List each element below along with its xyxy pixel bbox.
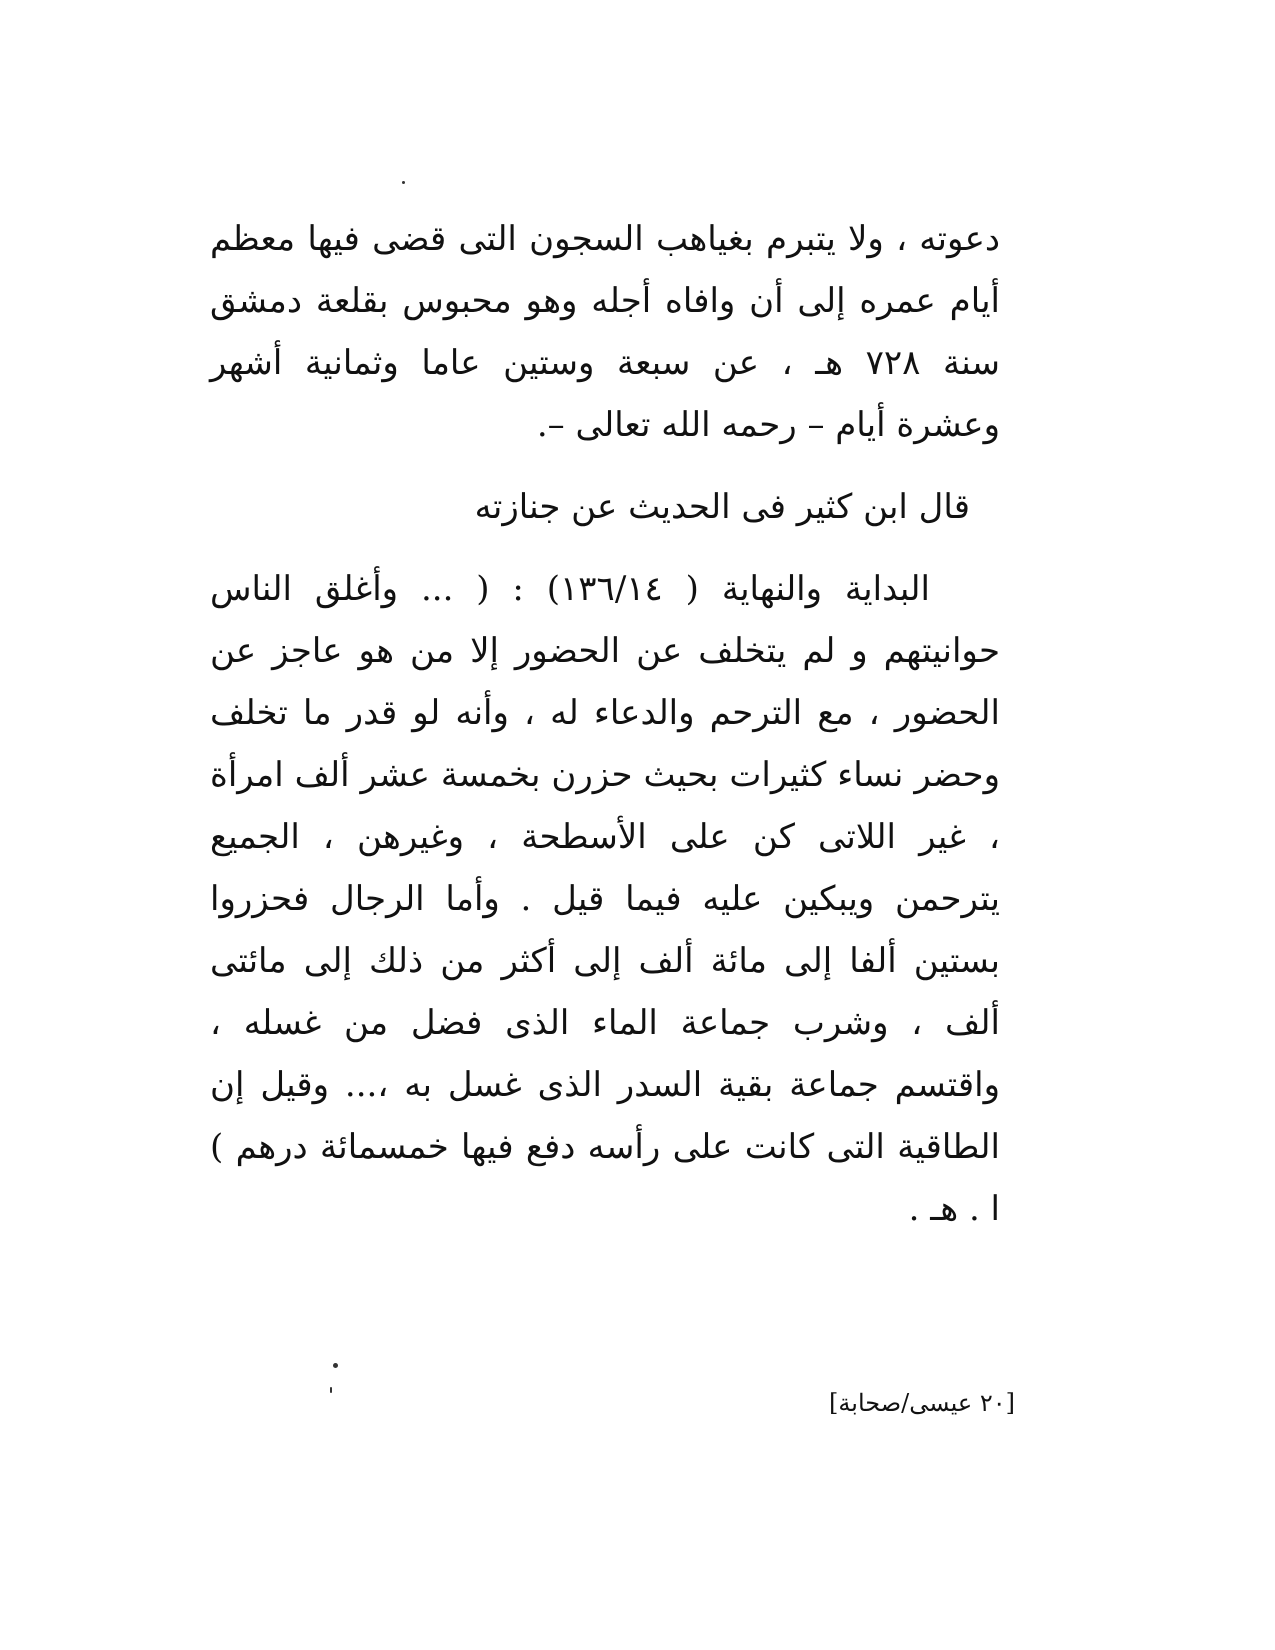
scan-speck: [333, 1363, 338, 1368]
paragraph-ibn-kathir-intro: قال ابن كثير فى الحديث عن جنازته: [474, 487, 970, 527]
scan-speck: [330, 1387, 332, 1393]
paragraph-biography-end: دعوته ، ولا يتبرم بغياهب السجون التى قضى فيها معظم أيام عمره إلى أن وافاه أجله وهو محبوس بقلعة دمشق سنة ٧٢٨ هـ ، عن سبعة وستين عاما وثمانية أشهر وعشرة أيام – رحمه الله تعالى –.: [210, 219, 1000, 445]
scan-speck: [402, 181, 405, 184]
funeral-quote-text: البداية والنهاية ( ١٣٦/١٤) : ( ... وأغلق الناس حوانيتهم و لم يتخلف عن الحضور إلا من هو عاجز عن الحضور ، مع الترحم والدعاء له ، وأنه لو قدر ما تخلف وحضر نساء كثيرات بحيث حزرن بخمسة عشر ألف امرأة ، غير اللاتى كن على الأسطحة ، وغيرهن ، الجميع يترحمن ويبكين عليه فيما قيل . وأما الرجال فحزروا بستين ألفا إلى مائة ألف إلى أكثر من ذلك إلى مائتى ألف ، وشرب جماعة الماء الذى فضل من غسله ، واقتسم جماعة بقية السدر الذى غسل به ،... وقيل إن الطاقية التى كانت على رأسه دفع فيها خمسمائة درهم ) ا . هـ .: [210, 569, 1000, 1229]
footer-reference-tag: [٢٠ عيسى/صحابة]: [829, 1389, 1015, 1417]
paragraph-funeral-quote: [210, 558, 1000, 1240]
